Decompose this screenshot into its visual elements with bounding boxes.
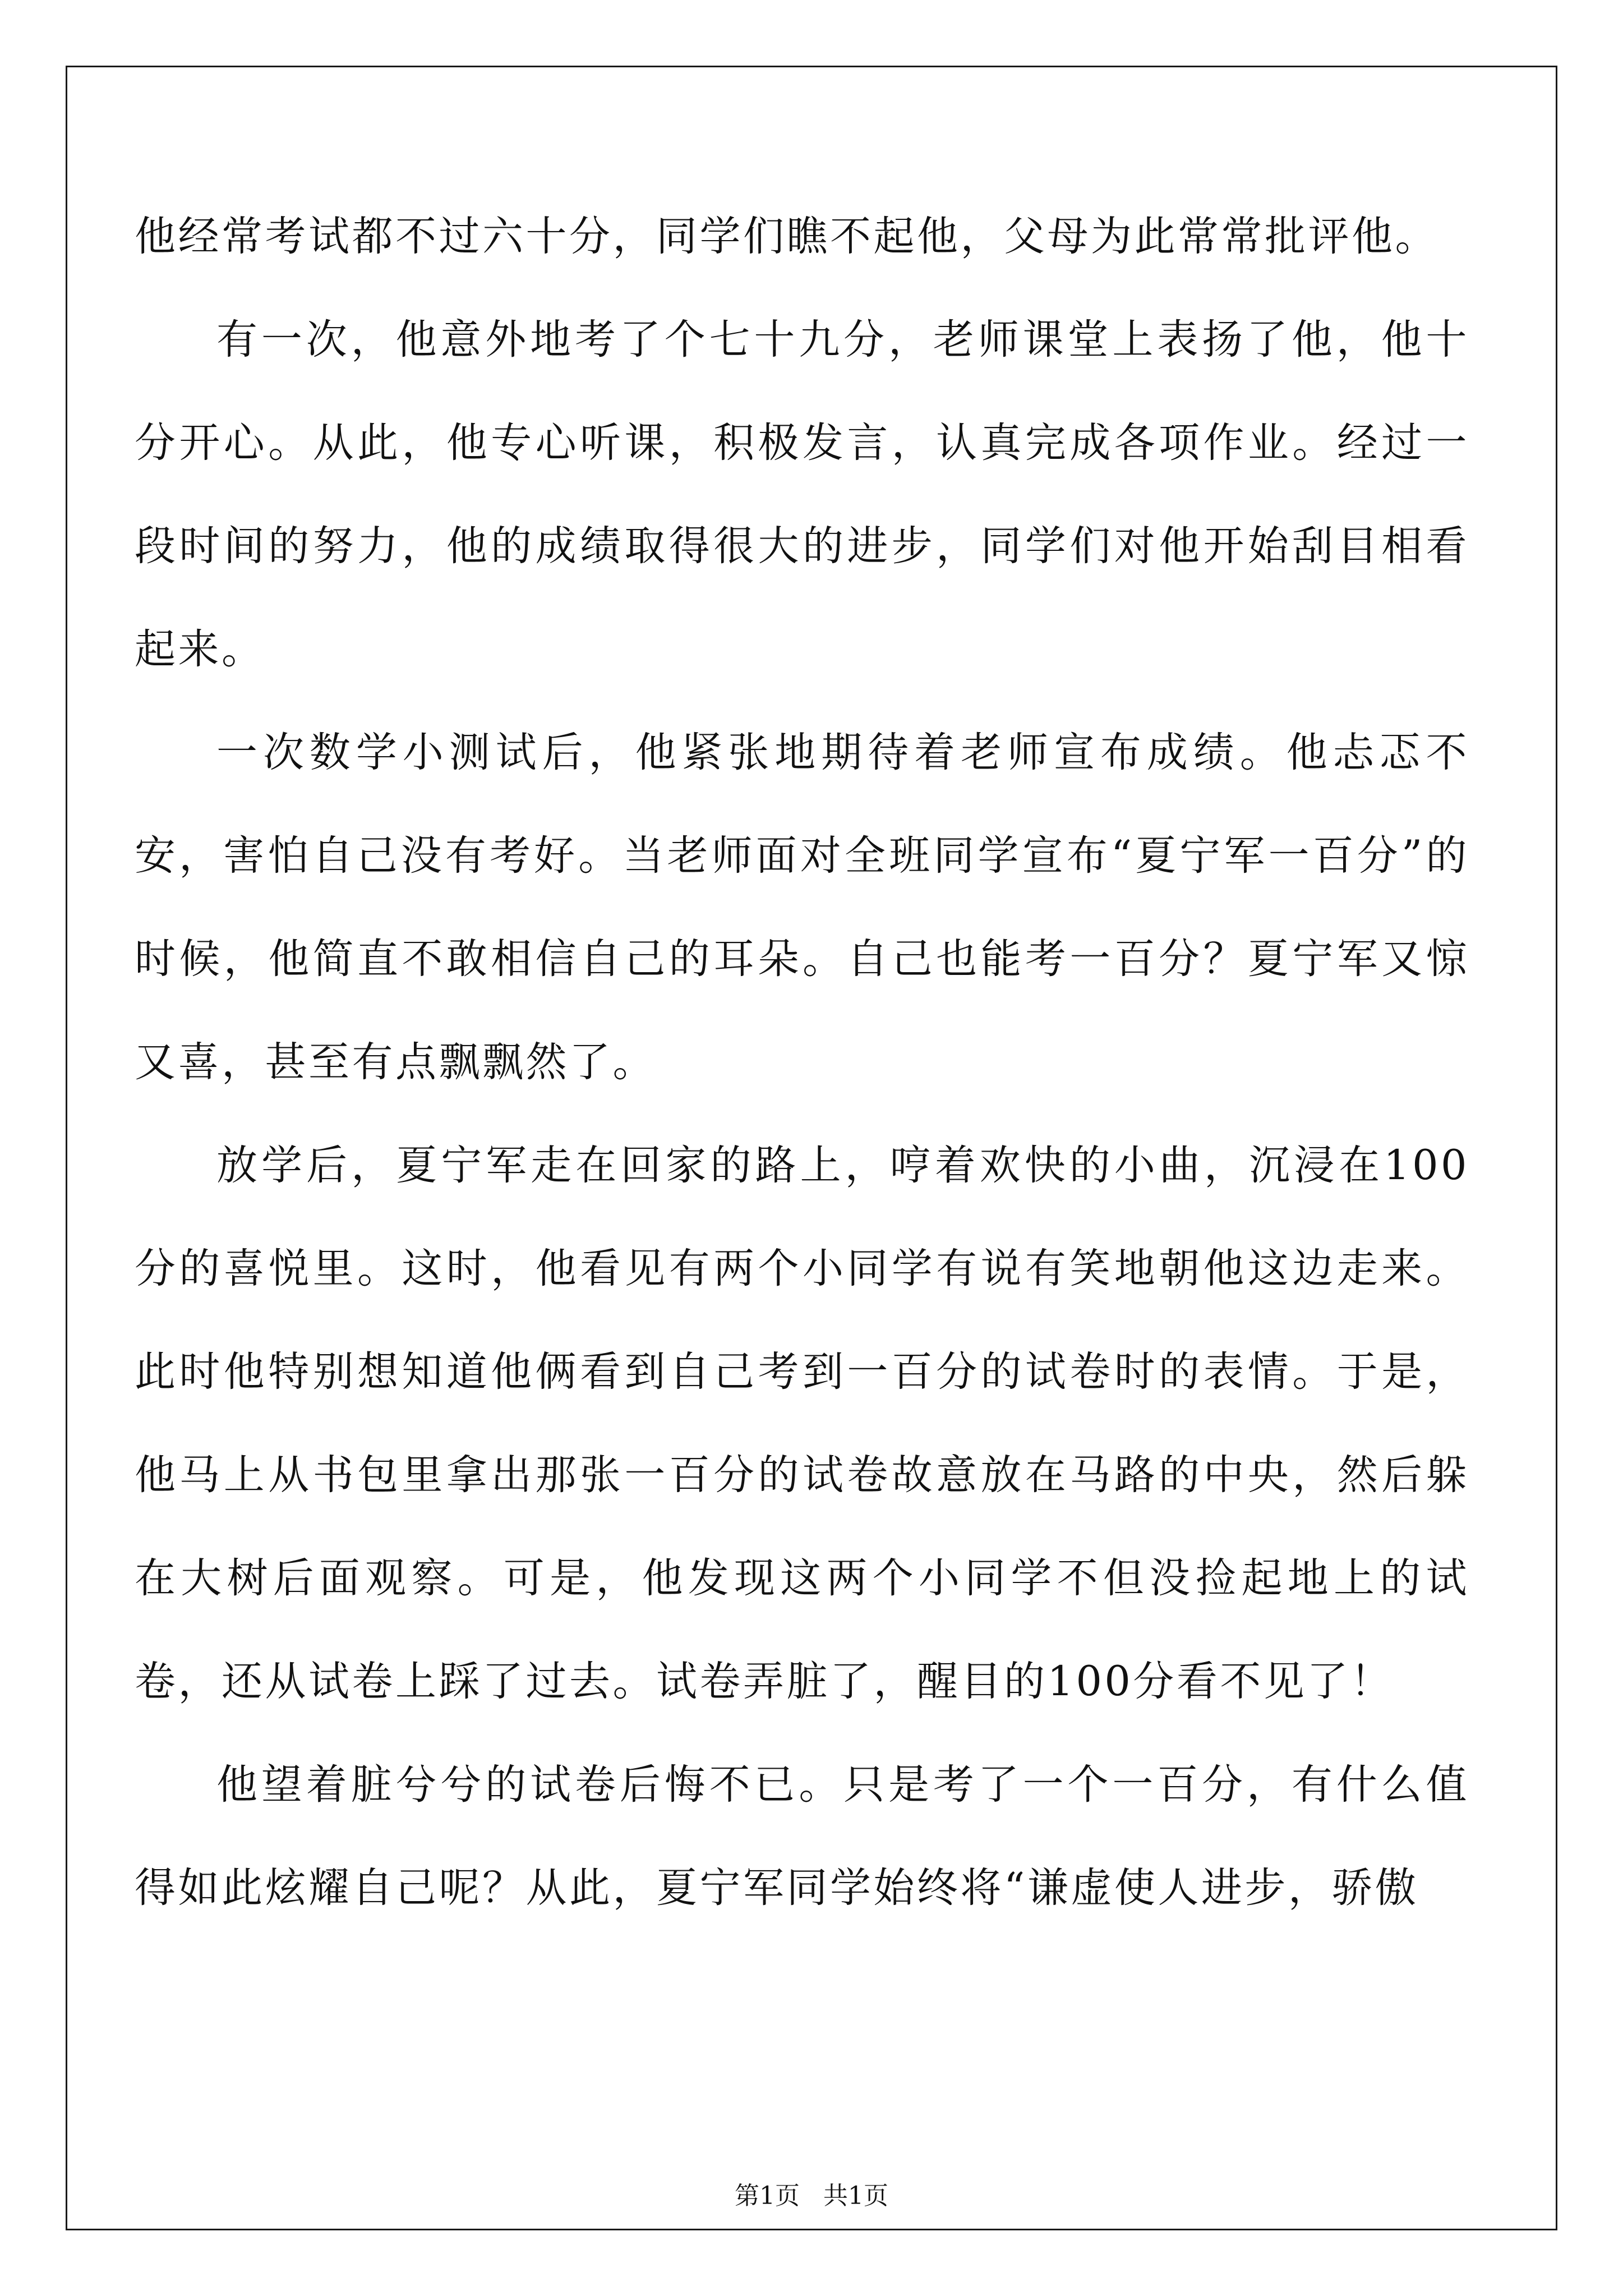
document-body [135, 185, 1469, 1940]
page-number-footer: 第1页 共1页 [735, 2182, 888, 2210]
paragraph-2: 有一次，他意外地考了个七十九分，老师课堂上表扬了他，他十分开心。从此，他专心听课，积极发言，认真完成各项作业。经过一段时间的努力，他的成绩取得很大的进步，同学们对他开始刮目相看起来。 [135, 316, 1469, 673]
paragraph-3: 一次数学小测试后，他紧张地期待着老师宣布成绩。他忐忑不安，害怕自己没有考好。当老师面对全班同学宣布“夏宁军一百分”的时候，他简直不敢相信自己的耳朵。自己也能考一百分？夏宁军又惊又喜，甚至有点飘飘然了。 [135, 729, 1469, 1086]
paragraph-4: 放学后，夏宁军走在回家的路上，哼着欢快的小曲，沉浸在100分的喜悦里。这时，他看见有两个小同学有说有笑地朝他这边走来。此时他特别想知道他俩看到自己考到一百分的试卷时的表情。于是，他马上从书包里拿出那张一百分的试卷故意放在马路的中央，然后躲在大树后面观察。可是，他发现这两个小同学不但没捡起地上的试卷，还从试卷上踩了过去。试卷弄脏了，醒目的100分看不见了！ [135, 1142, 1469, 1705]
paragraph-1: 他经常考试都不过六十分，同学们瞧不起他，父母为此常常批评他。 [135, 213, 1438, 260]
paragraph-5: 他望着脏兮兮的试卷后悔不已。只是考了一个一百分，有什么值得如此炫耀自己呢？从此，夏宁军同学始终将“谦虚使人进步，骄傲 [135, 1761, 1469, 1912]
